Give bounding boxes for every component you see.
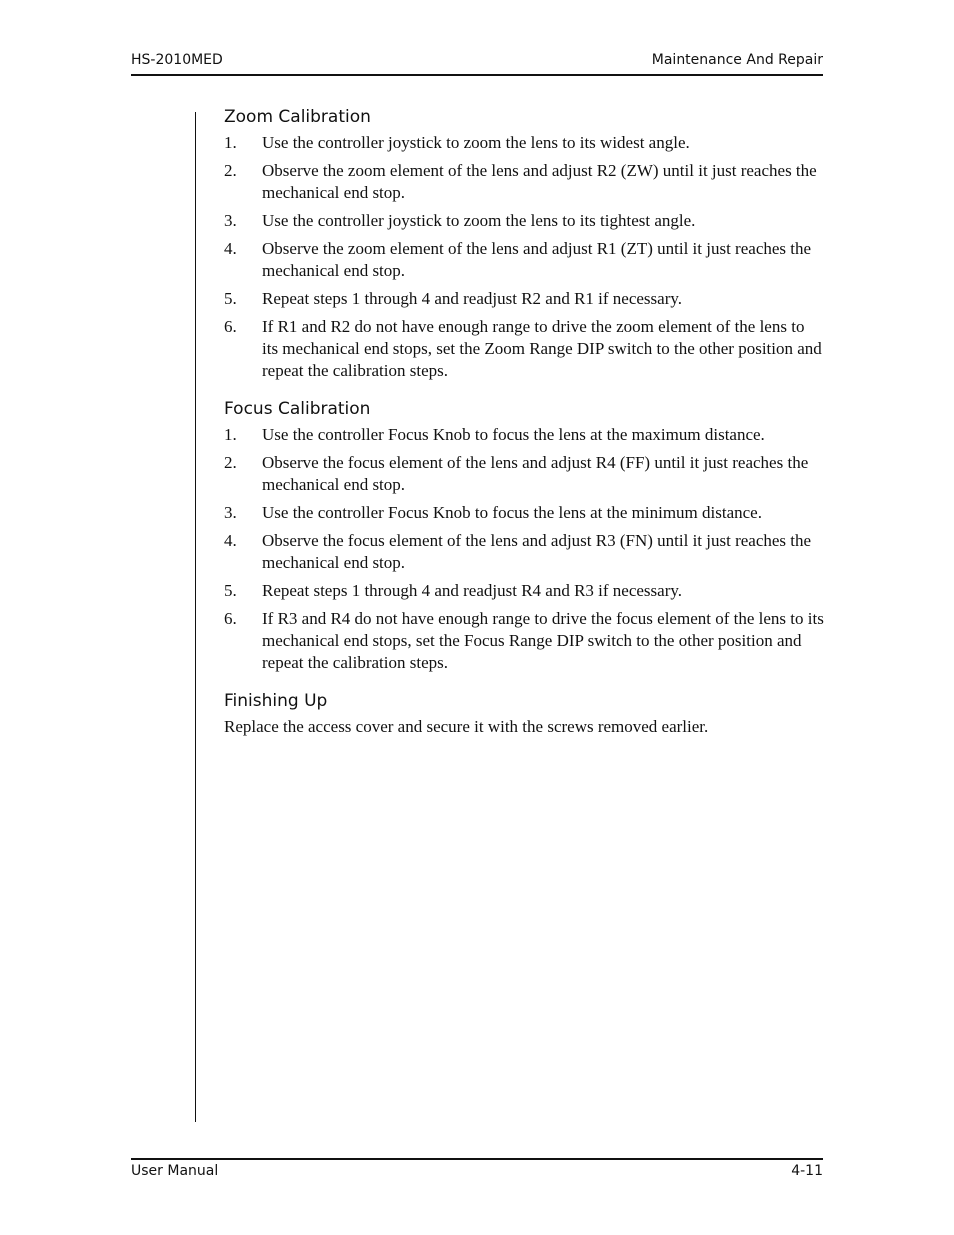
list-item (224, 502, 824, 524)
step-text: If R3 and R4 do not have enough range to drive the focus element of the lens to its mechanical end stops, set the Focus Range DIP switch to the other position and repeat the calibration steps. (262, 609, 824, 672)
list-item (224, 580, 824, 602)
zoom-steps-list (224, 132, 824, 382)
header-chapter-title: Maintenance And Repair (651, 52, 823, 68)
list-item (224, 288, 824, 310)
focus-steps-list (224, 424, 824, 674)
step-number: 6. (224, 609, 237, 628)
step-number: 5. (224, 581, 237, 600)
section-heading: Finishing Up (224, 691, 328, 711)
step-text: Use the controller joystick to zoom the lens to its tightest angle. (262, 211, 696, 230)
step-text: Observe the focus element of the lens and adjust R4 (FF) until it just reaches the mechanical end stop. (262, 453, 809, 494)
list-item (224, 160, 824, 204)
step-text: Use the controller Focus Knob to focus the lens at the minimum distance. (262, 503, 762, 522)
footer-doc-title: User Manual (131, 1163, 219, 1179)
step-number: 4. (224, 531, 237, 550)
zoom-calibration-section (224, 106, 824, 382)
list-item (224, 608, 824, 674)
step-number: 4. (224, 239, 237, 258)
page-footer (131, 1158, 823, 1179)
step-text: If R1 and R2 do not have enough range to drive the zoom element of the lens to its mechanical end stops, set the Zoom Range DIP switch to the other position and repeat the calibration steps. (262, 317, 822, 380)
section-heading: Zoom Calibration (224, 107, 371, 127)
step-number: 2. (224, 453, 237, 472)
list-item (224, 452, 824, 496)
step-text: Repeat steps 1 through 4 and readjust R2 and R1 if necessary. (262, 289, 683, 308)
list-item (224, 132, 824, 154)
list-item (224, 530, 824, 574)
page-number: 4-11 (791, 1163, 823, 1179)
step-number: 6. (224, 317, 237, 336)
step-number: 2. (224, 161, 237, 180)
step-number: 3. (224, 503, 237, 522)
finishing-text: Replace the access cover and secure it with the screws removed earlier. (224, 717, 709, 736)
page-content (224, 106, 824, 738)
step-number: 5. (224, 289, 237, 308)
margin-rule (195, 112, 196, 1122)
focus-calibration-section (224, 398, 824, 674)
step-text: Observe the focus element of the lens and adjust R3 (FN) until it just reaches the mechanical end stop. (262, 531, 812, 572)
step-number: 3. (224, 211, 237, 230)
step-number: 1. (224, 425, 237, 444)
list-item (224, 238, 824, 282)
step-text: Repeat steps 1 through 4 and readjust R4 and R3 if necessary. (262, 581, 683, 600)
list-item (224, 316, 824, 382)
section-heading: Focus Calibration (224, 399, 371, 419)
step-number: 1. (224, 133, 237, 152)
header-product-name: HS-2010MED (131, 52, 223, 68)
step-text: Use the controller Focus Knob to focus the lens at the maximum distance. (262, 425, 765, 444)
step-text: Observe the zoom element of the lens and adjust R2 (ZW) until it just reaches the mechanical end stop. (262, 161, 817, 202)
list-item (224, 424, 824, 446)
step-text: Use the controller joystick to zoom the lens to its widest angle. (262, 133, 690, 152)
list-item (224, 210, 824, 232)
finishing-up-section (224, 690, 824, 738)
page-header (131, 50, 823, 76)
step-text: Observe the zoom element of the lens and adjust R1 (ZT) until it just reaches the mechanical end stop. (262, 239, 812, 280)
